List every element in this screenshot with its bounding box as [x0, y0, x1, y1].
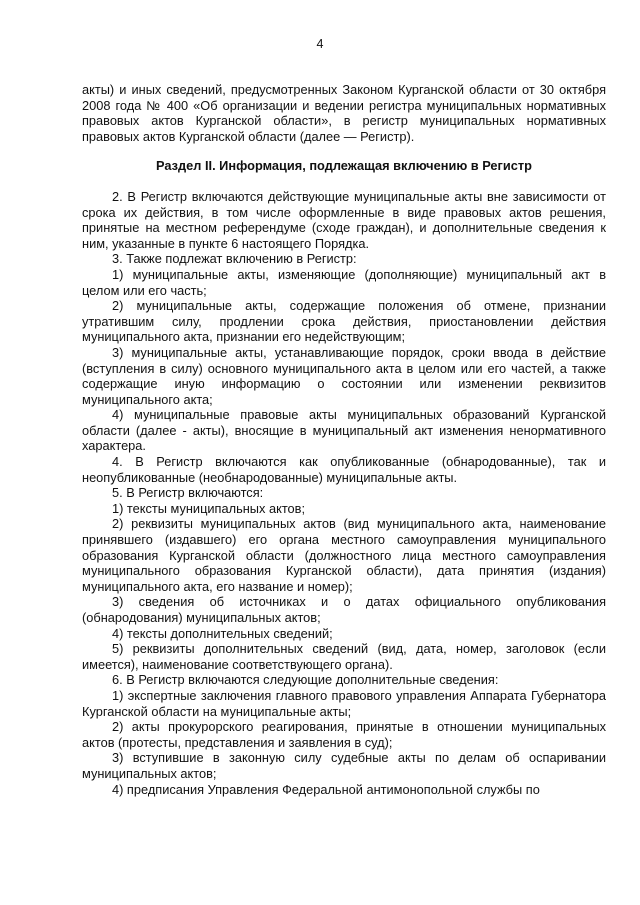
paragraph-subitem-5-4: 4) тексты дополнительных сведений; [112, 625, 333, 641]
paragraph-subitem-6-3: 3) вступившие в законную силу судебные акты по делам об оспаривании муниципальных актов; [82, 750, 606, 781]
paragraph-subitem-3-2: 2) муниципальные акты, содержащие положения об отмене, признании утратившим силу, продлении срока действия, приостановлении действия муниципального акта, признании его недействующим; [82, 298, 606, 345]
paragraph-subitem-5-1: 1) тексты муниципальных актов; [112, 500, 306, 516]
paragraph-subitem-6-1: 1) экспертные заключения главного правового управления Аппарата Губернатора Курганской области на муниципальные акты; [82, 687, 606, 719]
document-body [82, 82, 606, 797]
section-heading: Раздел II. Информация, подлежащая включению в Регистр [156, 158, 532, 174]
paragraph-item-5: 5. В Регистр включаются: [112, 485, 264, 501]
paragraph-item-4: 4. В Регистр включаются как опубликованные (обнародованные), так и неопубликованные (необнародованные) муниципальные акты. [82, 454, 606, 485]
paragraph-subitem-3-4: 4) муниципальные правовые акты муниципальных образований Курганской области (далее - акты), вносящие в муниципальный акт изменения ненормативного характера. [82, 407, 606, 454]
paragraph-item-6: 6. В Регистр включаются следующие дополнительные сведения: [112, 672, 499, 688]
paragraph-subitem-3-1: 1) муниципальные акты, изменяющие (дополняющие) муниципальный акт в целом или его часть; [82, 266, 606, 298]
paragraph-subitem-5-3: 3) сведения об источниках и о датах официального опубликования (обнародования) муниципальных актов; [82, 594, 606, 625]
paragraph-subitem-5-5: 5) реквизиты дополнительных сведений (вид, дата, номер, заголовок (если имеется), наименование соответствующего органа). [82, 641, 606, 672]
paragraph-continuation: акты) и иных сведений, предусмотренных Законом Курганской области от 30 октября 2008 года № 400 «Об организации и ведении регистра муниципальных нормативных правовых актов Курганской области», в регистр муниципальных нормативных правовых актов Курганской области (далее — Регистр). [82, 82, 606, 144]
paragraph-item-2: 2. В Регистр включаются действующие муниципальные акты вне зависимости от срока их действия, в том числе оформленные в виде правовых актов решения, принятые на местном референдуме (сходе граждан), и дополнительные сведения к ним, указанные в пункте 6 настоящего Порядка. [82, 188, 606, 251]
paragraph-subitem-6-2: 2) акты прокурорского реагирования, принятые в отношении муниципальных актов (протесты, представления и заявления в суд); [82, 719, 606, 750]
paragraph-subitem-6-4: 4) предписания Управления Федеральной антимонопольной службы по [112, 781, 540, 797]
paragraph-subitem-5-2: 2) реквизиты муниципальных актов (вид муниципального акта, наименование принявшего (издавшего) его органа местного самоуправления муниципального образования Курганской области (должностного лица местного самоуправления муниципального образования Курганской области), дата принятия (издания) муниципального акта, его название и номер); [82, 516, 606, 594]
paragraph-subitem-3-3: 3) муниципальные акты, устанавливающие порядок, сроки ввода в действие (вступления в силу) основного муниципального акта в целом или его частей, а также содержащие иную информацию о состоянии или изменении реквизитов муниципального акта; [82, 344, 606, 407]
page-number: 4 [316, 37, 324, 51]
paragraph-item-3: 3. Также подлежат включению в Регистр: [112, 251, 357, 267]
